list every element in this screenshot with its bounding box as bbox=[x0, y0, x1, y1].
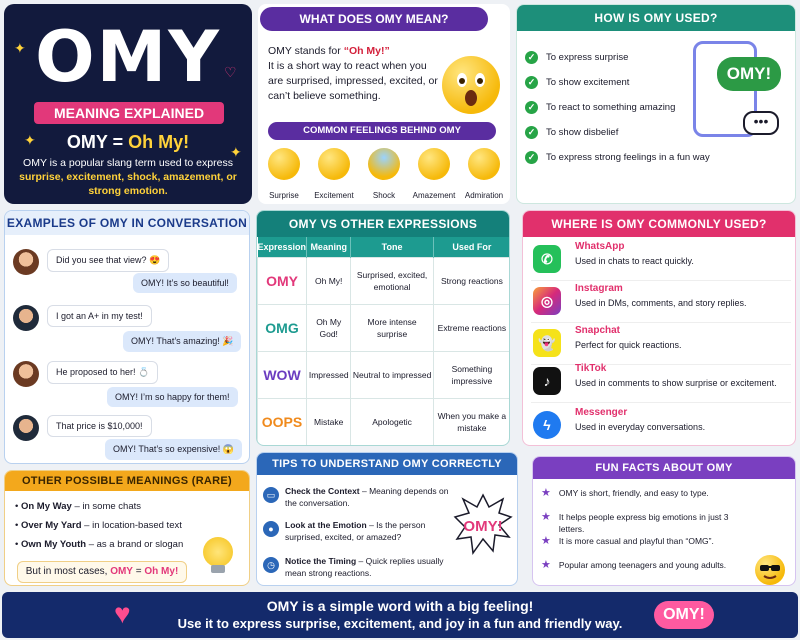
list-item bbox=[525, 45, 710, 70]
fun-item-text: It helps people express big emotions in just 3 letters. bbox=[558, 512, 729, 534]
other-rest: – in some chats bbox=[71, 501, 141, 512]
tip-item bbox=[263, 555, 453, 579]
other-term: Over My Yard bbox=[20, 520, 82, 531]
message-out: OMY! That’s amazing! 🎉 bbox=[123, 331, 241, 352]
messenger-icon: ϟ bbox=[533, 411, 561, 439]
meaning-title: WHAT DOES OMY MEAN? bbox=[260, 7, 488, 31]
eq-right: Oh My! bbox=[128, 132, 190, 152]
footer-line2: Use it to express surprise, excitement, and joy in a fun and friendly way. bbox=[177, 616, 623, 631]
other-note bbox=[17, 561, 187, 583]
examples-title: EXAMPLES OF OMY IN CONVERSATION bbox=[5, 211, 249, 235]
table-row bbox=[258, 257, 511, 304]
how-list bbox=[525, 45, 710, 170]
hero-panel bbox=[4, 4, 252, 204]
footer-banner bbox=[2, 592, 798, 638]
tone-cell: Apologetic bbox=[351, 398, 433, 445]
instagram-icon: ◎ bbox=[533, 287, 561, 315]
lightbulb-base bbox=[211, 565, 225, 573]
comic-burst-icon bbox=[453, 493, 513, 557]
fun-item-text: Popular among teenagers and young adults. bbox=[558, 560, 727, 570]
how-item-text: To show disbelief bbox=[546, 127, 619, 138]
eq-left: OMY = bbox=[66, 132, 124, 152]
hero-title: OMY bbox=[35, 16, 221, 98]
tips-title: TIPS TO UNDERSTAND OMY CORRECTLY bbox=[257, 453, 517, 475]
tiktok-icon: ♪ bbox=[533, 367, 561, 395]
heart-outline-icon: ♡ bbox=[224, 64, 237, 80]
desc-pre: OMY is a popular slang term used to express bbox=[23, 157, 233, 169]
platform-desc: Used in chats to react quickly. bbox=[575, 256, 694, 266]
shocked-face-icon bbox=[442, 56, 500, 114]
used-cell: Extreme reactions bbox=[433, 304, 510, 351]
vs-title: OMY VS OTHER EXPRESSIONS bbox=[257, 211, 509, 237]
platform-desc: Used in DMs, comments, and story replies. bbox=[575, 298, 747, 308]
comparison-table bbox=[257, 237, 510, 446]
meaning-cell: Oh My! bbox=[307, 257, 351, 304]
chat-icon: ▭ bbox=[263, 487, 279, 503]
where-title: WHERE IS OMY COMMONLY USED? bbox=[523, 211, 795, 237]
list-item bbox=[541, 559, 751, 583]
message-out: OMY! It’s so beautiful! bbox=[133, 273, 237, 293]
tip-rest: – Meaning depends on the conversation. bbox=[285, 486, 449, 508]
list-item bbox=[541, 535, 751, 559]
check-icon: ✓ bbox=[525, 151, 538, 164]
fun-title: FUN FACTS ABOUT OMY bbox=[533, 457, 795, 479]
platform-name: Messenger bbox=[575, 407, 628, 418]
column-header: Expression bbox=[258, 237, 307, 257]
sparkle-icon: ✦ bbox=[230, 144, 242, 160]
list-item bbox=[525, 95, 710, 120]
avatar bbox=[13, 305, 39, 331]
avatar bbox=[13, 361, 39, 387]
burst-label: OMY! bbox=[463, 518, 503, 535]
list-item bbox=[541, 487, 751, 511]
table-row bbox=[258, 304, 511, 351]
tip-item bbox=[263, 485, 453, 509]
how-item-text: To show excitement bbox=[546, 77, 630, 88]
platform-desc: Perfect for quick reactions. bbox=[575, 340, 682, 350]
tip-rest: – Is the person surprised, excited, or amazed? bbox=[285, 520, 426, 542]
clock-icon: ◷ bbox=[263, 557, 279, 573]
feelings-title: COMMON FEELINGS BEHIND OMY bbox=[268, 122, 496, 140]
platform-name: TikTok bbox=[575, 363, 607, 374]
avatar bbox=[13, 415, 39, 441]
sparkle-icon: ✦ bbox=[24, 132, 36, 148]
feeling-label: Amazement bbox=[412, 191, 456, 200]
meaning-text bbox=[268, 44, 438, 104]
note-eq: = bbox=[132, 566, 145, 577]
table-row bbox=[258, 351, 511, 398]
surprised-face-icon bbox=[268, 148, 300, 180]
meaning-panel bbox=[258, 4, 510, 204]
fun-list bbox=[541, 487, 751, 583]
other-list bbox=[15, 501, 183, 558]
platform-item bbox=[531, 405, 791, 446]
list-item bbox=[541, 511, 751, 535]
list-item bbox=[525, 145, 710, 170]
table-header-row bbox=[258, 237, 511, 257]
meaning-cell: Impressed bbox=[307, 351, 351, 398]
message-in: That price is $10,000! bbox=[47, 415, 152, 437]
used-cell: When you make a mistake bbox=[433, 398, 510, 445]
how-title: HOW IS OMY USED? bbox=[517, 5, 795, 31]
people-icon: ● bbox=[263, 521, 279, 537]
smiling-hearts-face-icon bbox=[468, 148, 500, 180]
meaning-line1: OMY stands for bbox=[268, 45, 341, 57]
expression-cell: WOW bbox=[258, 351, 307, 398]
list-item bbox=[525, 120, 710, 145]
feeling-item bbox=[460, 148, 508, 200]
star-icon: ★ bbox=[541, 535, 551, 547]
platform-item bbox=[531, 361, 791, 403]
tip-bold: Look at the Emotion bbox=[285, 520, 367, 530]
platform-item bbox=[531, 281, 791, 323]
other-rest: – in location-based text bbox=[81, 520, 182, 531]
lightbulb-icon bbox=[203, 537, 233, 567]
hero-ribbon: MEANING EXPLAINED bbox=[34, 102, 224, 124]
used-cell: Strong reactions bbox=[433, 257, 510, 304]
meaning-body: It is a short way to react when you are surprised, impressed, excited, or can’t believe something. bbox=[268, 60, 438, 102]
list-item: • On My Way – in some chats bbox=[15, 501, 141, 512]
check-icon: ✓ bbox=[525, 76, 538, 89]
other-meanings-panel bbox=[4, 470, 250, 586]
tips-panel bbox=[256, 452, 518, 586]
note-ohmy: Oh My! bbox=[144, 566, 179, 577]
avatar bbox=[13, 249, 39, 275]
hero-equation bbox=[4, 132, 252, 153]
message-in: He proposed to her! 💍 bbox=[47, 361, 158, 384]
star-icon: ★ bbox=[541, 487, 551, 499]
check-icon: ✓ bbox=[525, 101, 538, 114]
other-rest: – as a brand or slogan bbox=[86, 539, 184, 550]
screaming-face-icon bbox=[368, 148, 400, 180]
fun-facts-panel bbox=[532, 456, 796, 586]
fun-item-text: OMY is short, friendly, and easy to type. bbox=[558, 488, 709, 498]
feeling-item bbox=[260, 148, 308, 200]
list-item: • Own My Youth – as a brand or slogan bbox=[15, 539, 184, 550]
other-term: On My Way bbox=[20, 501, 72, 512]
feeling-item bbox=[360, 148, 408, 200]
platform-name: Instagram bbox=[575, 283, 623, 294]
star-struck-face-icon bbox=[418, 148, 450, 180]
message-out: OMY! I’m so happy for them! bbox=[107, 387, 238, 407]
used-cell: Something impressive bbox=[433, 351, 510, 398]
fun-item-text: It is more casual and playful than “OMG”. bbox=[558, 536, 714, 546]
meaning-cell: Oh My God! bbox=[307, 304, 351, 351]
snapchat-icon: 👻 bbox=[533, 329, 561, 357]
examples-panel bbox=[4, 210, 250, 464]
how-item-text: To express strong feelings in a fun way bbox=[546, 152, 710, 163]
meaning-quote: “Oh My!” bbox=[343, 45, 390, 57]
footer-line1: OMY is a simple word with a big feeling! bbox=[266, 598, 534, 614]
list-item bbox=[525, 70, 710, 95]
note-pre: But in most cases, bbox=[25, 566, 108, 577]
footer-badge: OMY! bbox=[654, 601, 714, 629]
platform-name: Snapchat bbox=[575, 325, 621, 336]
tip-item bbox=[263, 519, 453, 543]
how-panel bbox=[516, 4, 796, 204]
feeling-label: Surprise bbox=[269, 191, 299, 200]
platform-desc: Used in comments to show surprise or excitement. bbox=[575, 378, 777, 388]
other-term: Own My Youth bbox=[20, 539, 87, 550]
tone-cell: Surprised, excited, emotional bbox=[351, 257, 433, 304]
tone-cell: Neutral to impressed bbox=[351, 351, 433, 398]
feeling-item bbox=[410, 148, 458, 200]
message-in: I got an A+ in my test! bbox=[47, 305, 152, 327]
how-item-text: To express surprise bbox=[546, 52, 629, 63]
omy-bubble: OMY! bbox=[717, 57, 781, 91]
note-omy: OMY bbox=[110, 566, 133, 577]
platform-item bbox=[531, 323, 791, 365]
platform-desc: Used in everyday conversations. bbox=[575, 422, 706, 432]
list-item: • Over My Yard – in location-based text bbox=[15, 520, 182, 531]
typing-bubble-icon: ••• bbox=[743, 111, 779, 135]
star-icon: ★ bbox=[541, 511, 551, 523]
check-icon: ✓ bbox=[525, 126, 538, 139]
comparison-panel bbox=[256, 210, 510, 446]
column-header: Meaning bbox=[307, 237, 351, 257]
column-header: Used For bbox=[433, 237, 510, 257]
meaning-cell: Mistake bbox=[307, 398, 351, 445]
message-in: Did you see that view? 😍 bbox=[47, 249, 169, 272]
desc-bold: surprise, excitement, shock, amazement, or strong emotion. bbox=[19, 171, 237, 197]
sparkle-icon: ✦ bbox=[14, 40, 26, 56]
other-title: OTHER POSSIBLE MEANINGS (RARE) bbox=[5, 471, 249, 491]
where-panel bbox=[522, 210, 796, 446]
tip-bold: Notice the Timing bbox=[285, 556, 357, 566]
column-header: Tone bbox=[351, 237, 433, 257]
heart-eyes-face-icon bbox=[318, 148, 350, 180]
platform-name: WhatsApp bbox=[575, 241, 625, 252]
feeling-label: Excitement bbox=[314, 191, 354, 200]
heart-icon: ♥ bbox=[114, 598, 131, 629]
expression-cell: OOPS bbox=[258, 398, 307, 445]
tip-rest: – Quick replies usually mean strong reactions. bbox=[285, 556, 444, 578]
table-row bbox=[258, 398, 511, 445]
tip-bold: Check the Context bbox=[285, 486, 360, 496]
expression-cell: OMG bbox=[258, 304, 307, 351]
message-out: OMY! That’s so expensive! 😱 bbox=[105, 439, 242, 460]
hero-description bbox=[18, 156, 238, 198]
whatsapp-icon: ✆ bbox=[533, 245, 561, 273]
feeling-label: Admiration bbox=[464, 191, 504, 200]
expression-cell: OMY bbox=[258, 257, 307, 304]
feeling-label: Shock bbox=[372, 191, 396, 200]
how-item-text: To react to something amazing bbox=[546, 102, 676, 113]
sunglasses-face-icon bbox=[755, 555, 785, 585]
feeling-item bbox=[310, 148, 358, 200]
check-icon: ✓ bbox=[525, 51, 538, 64]
platform-item bbox=[531, 239, 791, 281]
tone-cell: More intense surprise bbox=[351, 304, 433, 351]
star-icon: ★ bbox=[541, 559, 551, 571]
